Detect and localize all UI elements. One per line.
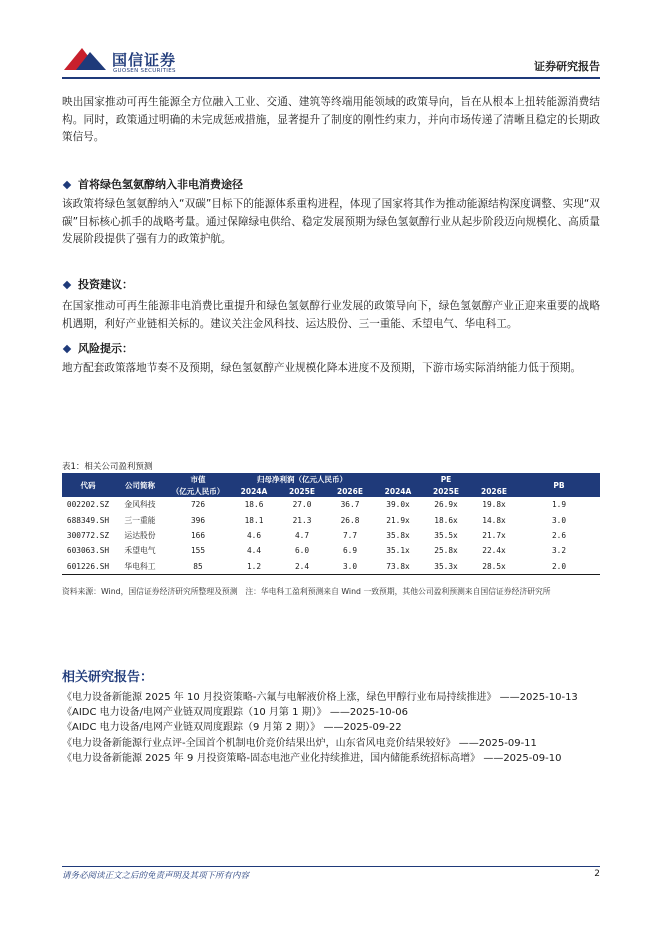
header-mktcap: 市值 (166, 473, 230, 485)
section-heading-hydrogen (62, 176, 243, 192)
related-report-link[interactable]: 《AIDC 电力设备/电网产业链双周度跟踪（9 月第 2 期）》 ——2025-09-22 (62, 722, 402, 734)
cell-code: 601226.SH (62, 559, 114, 575)
related-report-link[interactable]: 《AIDC 电力设备/电网产业链双周度跟踪（10 月第 1 期）》 ——2025-10-06 (62, 707, 408, 719)
cell-pe: 39.0x (386, 500, 410, 510)
report-type-title: 证券研究报告 (534, 60, 600, 73)
disclaimer-note: 请务必阅读正文之后的免责声明及其项下所有内容 (62, 871, 250, 881)
cell-name: 华电科工 (114, 559, 166, 575)
cell-pb: 2.6 (551, 530, 567, 540)
cell-pe: 19.8x (482, 500, 506, 510)
cell-np: 7.7 (342, 530, 358, 540)
header-year: 2024A (374, 485, 422, 497)
diamond-bullet-icon (63, 344, 71, 352)
cell-np: 6.9 (342, 546, 358, 556)
cell-np: 18.6 (244, 500, 264, 510)
section-heading-investment (62, 276, 133, 292)
header-code: 代码 (62, 473, 114, 497)
cell-pb: 1.9 (551, 500, 567, 510)
table-row (62, 543, 600, 558)
cell-code: 688349.SH (66, 515, 110, 525)
cell-pe: 35.3x (422, 559, 470, 575)
related-reports-title: 相关研究报告： (62, 670, 154, 685)
header-year: 2025E (278, 485, 326, 497)
cell-pe: 26.9x (434, 500, 458, 510)
cell-np: 2.4 (278, 559, 326, 575)
page-header (0, 0, 662, 84)
header-name: 公司简称 (114, 473, 166, 497)
hydrogen-paragraph: 该政策将绿色氢氨醇纳入“双碳”目标下的能源体系重构进程，体现了国家将其作为推动能源结构深度调整、实现“双碳”目标核心抓手的战略考量。通过保障绿电供给、稳定发展预期为绿色氢氨醇行业从起步阶段迈向规模化、高质量发展阶段提供了强有力的政策护航。 (62, 198, 600, 245)
cell-np: 18.1 (244, 515, 264, 525)
cell-pb: 2.0 (518, 559, 600, 575)
cell-pe: 73.8x (374, 559, 422, 575)
page-number: 2 (594, 869, 600, 879)
cell-np: 36.7 (340, 500, 360, 510)
cell-np: 6.0 (294, 546, 310, 556)
cell-pe: 18.6x (434, 515, 458, 525)
logo-text-cn: 国信证券 (112, 51, 177, 69)
cell-np: 3.0 (326, 559, 374, 575)
section-heading-text: 投资建议： (78, 278, 133, 291)
cell-name: 禾望电气 (124, 546, 156, 556)
footer-divider (62, 866, 600, 867)
header-profit-group: 归母净利润（亿元人民币） (230, 473, 374, 485)
cell-name: 运达股份 (124, 530, 156, 540)
intro-paragraph: 映出国家推动可再生能源全方位融入工业、交通、建筑等终端用能领域的政策导向，旨在从根本上扭转能源消费结构。同时，政策通过明确的未完成惩戒措施，显著提升了制度的刚性约束力，并向市场传递了清晰且稳定的长期政策信号。 (62, 96, 600, 143)
table-row (62, 512, 600, 527)
cell-pb: 3.0 (551, 515, 567, 525)
cell-pe: 21.9x (386, 515, 410, 525)
section-heading-text: 风险提示： (78, 342, 133, 355)
cell-pe: 35.1x (386, 546, 410, 556)
table-source-note: 资料来源：Wind，国信证券经济研究所整理及预测 注：华电科工盈利预测来自 Wind 一致预期，其他公司盈利预测来自国信证券经济研究所 (62, 587, 551, 596)
investment-paragraph: 在国家推动可再生能源非电消费比重提升和绿色氢氨醇行业发展的政策导向下，绿色氢氨醇产业正迎来重要的战略机遇期，利好产业链相关标的。建议关注金风科技、运达股份、三一重能、禾望电气、华电科工。 (62, 300, 600, 330)
cell-np: 1.2 (230, 559, 278, 575)
cell-np: 4.7 (294, 530, 310, 540)
cell-mktcap: 166 (190, 530, 206, 540)
related-report-link[interactable]: 《电力设备新能源行业点评-全国首个机制电价竞价结果出炉，山东省风电竞价结果较好》 ——2025-09-11 (62, 737, 537, 749)
table-row (62, 497, 600, 512)
section-heading-risk (62, 340, 133, 356)
risk-paragraph: 地方配套政策落地节奏不及预期，绿色氢氨醇产业规模化降本进度不及预期，下游市场实际消纳能力低于预期。 (62, 362, 582, 374)
header-divider (62, 77, 600, 79)
logo-text-en: GUOSEN SECURITIES (113, 68, 176, 74)
cell-pb: 3.2 (551, 546, 567, 556)
cell-pe: 14.8x (482, 515, 506, 525)
guosen-logo (62, 44, 192, 78)
cell-mktcap: 726 (190, 500, 206, 510)
cell-pe: 28.5x (470, 559, 518, 575)
cell-np: 21.3 (292, 515, 312, 525)
table-caption: 表1：相关公司盈利预测 (62, 462, 153, 472)
related-reports-list (62, 690, 600, 766)
cell-np: 26.8 (340, 515, 360, 525)
related-report-link[interactable]: 《电力设备新能源 2025 年 9 月投资策略-固态电池产业化持续推进，国内储能系统招标高增》 ——2025-09-10 (62, 752, 562, 764)
cell-code: 300772.SZ (66, 530, 110, 540)
cell-pe: 21.7x (482, 530, 506, 540)
cell-pe: 35.8x (386, 530, 410, 540)
related-report-link[interactable]: 《电力设备新能源 2025 年 10 月投资策略-六氟与电解液价格上涨，绿色甲醇行业布局持续推进》 ——2025-10-13 (62, 692, 578, 703)
cell-pe: 22.4x (482, 546, 506, 556)
section-heading-text: 首将绿色氢氨醇纳入非电消费途径 (78, 178, 243, 191)
profit-forecast-table (62, 473, 600, 575)
guosen-logo-icon (62, 44, 108, 74)
cell-pe: 35.5x (434, 530, 458, 540)
cell-np: 4.6 (246, 530, 262, 540)
diamond-bullet-icon (63, 280, 71, 288)
table-row (62, 528, 600, 543)
header-pb: PB (518, 473, 600, 497)
cell-pe: 25.8x (434, 546, 458, 556)
header-year: 2024A (230, 485, 278, 497)
cell-np: 4.4 (246, 546, 262, 556)
cell-mktcap: 85 (166, 559, 230, 575)
cell-np: 27.0 (292, 500, 312, 510)
header-year: 2026E (326, 485, 374, 497)
header-year: 2025E (422, 485, 470, 497)
cell-mktcap: 396 (190, 515, 206, 525)
cell-code: 603063.SH (66, 546, 110, 556)
cell-name: 三一重能 (124, 515, 156, 525)
diamond-bullet-icon (63, 180, 71, 188)
header-mktcap-unit: （亿元人民币） (166, 485, 230, 497)
table-row (62, 559, 600, 575)
cell-code: 002202.SZ (66, 500, 110, 510)
header-pe-group: PE (374, 473, 518, 485)
header-year: 2026E (470, 485, 518, 497)
cell-mktcap: 155 (190, 546, 206, 556)
cell-name: 金风科技 (124, 500, 156, 510)
